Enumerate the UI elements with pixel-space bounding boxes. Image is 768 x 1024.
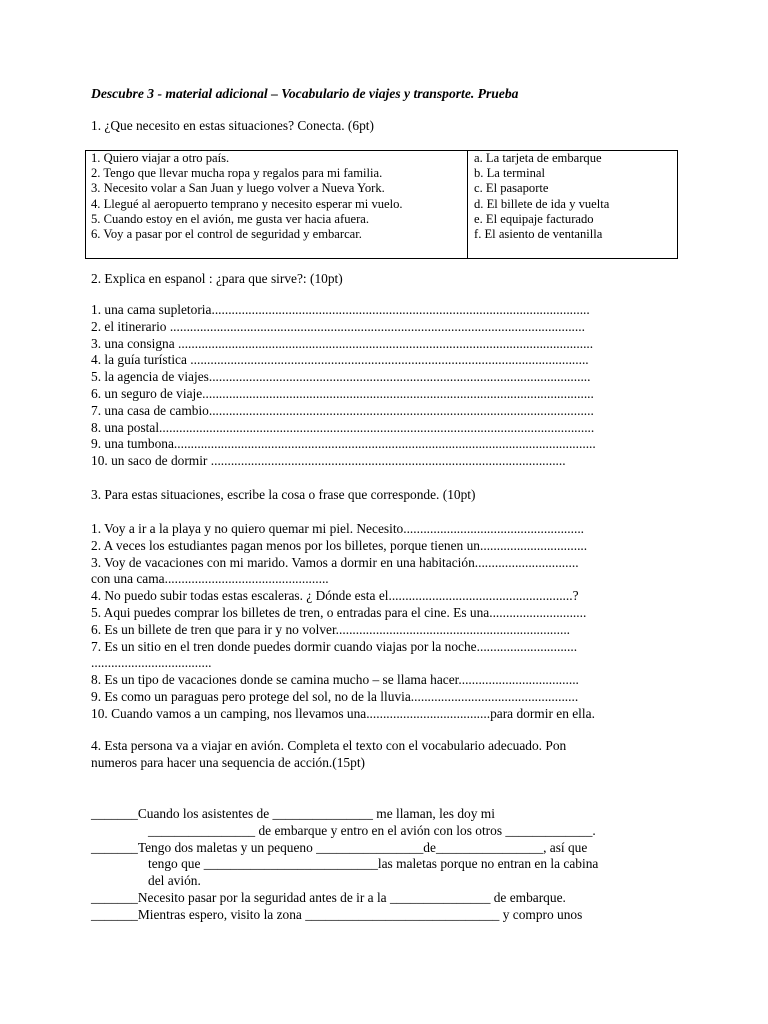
list-item: 7. una casa de cambio...................................................................................................................	[91, 402, 594, 418]
answer-item: b. La terminal	[474, 166, 545, 181]
matching-table	[85, 150, 678, 259]
fill-in-line: tengo que __________________________las maletas porque no entran en la cabina	[148, 856, 599, 872]
fill-in-line: _______Tengo dos maletas y un pequeno ________________de________________, así que	[91, 839, 588, 855]
answer-item: c. El pasaporte	[474, 181, 549, 196]
fill-in-line: del avión.	[148, 873, 201, 889]
list-item: 4. la guía turística .......................................................................................................................	[91, 352, 589, 368]
list-item: 5. la agencia de viajes..................................................................................................................	[91, 369, 591, 385]
list-item: 5. Aqui puedes comprar los billetes de tren, o entradas para el cine. Es una.............................	[91, 604, 587, 620]
list-item: 2. A veces los estudiantes pagan menos por los billetes, porque tienen un................................	[91, 537, 588, 553]
list-item: 9. una tumbona..............................................................................................................................	[91, 436, 596, 452]
list-item: 10. Cuando vamos a un camping, nos llevamos una.....................................para dormir en ella.	[91, 705, 595, 721]
situation-item: 3. Necesito volar a San Juan y luego volver a Nueva York.	[91, 181, 385, 196]
answers-column	[468, 151, 678, 259]
list-item: 3. una consigna ............................................................................................................................	[91, 335, 594, 351]
list-item: 1. Voy a ir a la playa y no quiero quemar mi piel. Necesito......................................................	[91, 521, 585, 536]
section-4-heading-line: numeros para hacer una sequencia de acción.(15pt)	[91, 754, 366, 770]
fill-in-line: _______Necesito pasar por la seguridad antes de ir a la _______________ de embarque.	[91, 889, 566, 905]
list-item: 6. un seguro de viaje.....................................................................................................................	[91, 385, 594, 401]
section-2-heading: 2. Explica en espanol : ¿para que sirve?: (10pt)	[91, 271, 343, 286]
answer-item: a. La tarjeta de embarque	[474, 151, 602, 165]
situation-item: 5. Cuando estoy en el avión, me gusta ver hacia afuera.	[91, 211, 370, 226]
fill-in-line: _______Cuando los asistentes de _______________ me llaman, les doy mi	[91, 806, 495, 821]
section-3-heading: 3. Para estas situaciones, escribe la cosa o frase que corresponde. (10pt)	[91, 487, 476, 502]
list-item: 2. el itinerario ............................................................................................................................	[91, 318, 585, 334]
fill-in-line: _______Mientras espero, visito la zona _____________________________ y compro unos	[91, 906, 583, 922]
situation-item: 6. Voy a pasar por el control de seguridad y embarcar.	[91, 227, 362, 242]
section-2-list	[91, 302, 596, 470]
list-item: 3. Voy de vacaciones con mi marido. Vamos a dormir en una habitación...............................	[91, 554, 579, 570]
list-item: 7. Es un sitio en el tren donde puedes dormir cuando viajas por la noche..............................	[91, 638, 578, 654]
list-item: con una cama.................................................	[91, 571, 329, 587]
section-4-text	[91, 806, 691, 924]
answer-item: d. El billete de ida y vuelta	[474, 196, 610, 211]
situation-item: 4. Llegué al aeropuerto temprano y necesito esperar mi vuelo.	[91, 196, 403, 211]
list-item: 9. Es como un paraguas pero protege del sol, no de la lluvia..................................................	[91, 688, 579, 704]
list-item: 4. No puedo subir todas estas escaleras. ¿ Dónde esta el.......................................................?	[91, 588, 579, 604]
list-item: 1. una cama supletoria.................................................................................................................	[91, 302, 590, 317]
section-1-heading: 1. ¿Que necesito en estas situaciones? Conecta. (6pt)	[91, 118, 374, 133]
answer-item: f. El asiento de ventanilla	[474, 227, 603, 242]
section-4-heading-line: 4. Esta persona va a viajar en avión. Completa el texto con el vocabulario adecuado. Pon	[91, 738, 567, 753]
section-3-list	[91, 521, 595, 723]
situation-item: 1. Quiero viajar a otro país.	[91, 151, 230, 165]
answer-item: e. El equipaje facturado	[474, 211, 594, 226]
list-item: 10. un saco de dormir ..........................................................................................................	[91, 453, 566, 469]
situation-item: 2. Tengo que llevar mucha ropa y regalos para mi familia.	[91, 166, 383, 181]
list-item: 8. una postal..................................................................................................................................	[91, 419, 595, 435]
situations-column	[86, 151, 468, 259]
list-item: 8. Es un tipo de vacaciones donde se camina mucho – se llama hacer....................................	[91, 672, 579, 688]
list-item: 6. Es un billete de tren que para ir y no volver......................................................................	[91, 621, 571, 637]
fill-in-line: ________________ de embarque y entro en el avión con los otros _____________.	[148, 822, 596, 838]
worksheet-title: Descubre 3 - material adicional – Vocabulario de viajes y transporte. Prueba	[91, 86, 519, 101]
list-item: ....................................	[91, 655, 212, 671]
section-4-heading	[91, 738, 691, 772]
